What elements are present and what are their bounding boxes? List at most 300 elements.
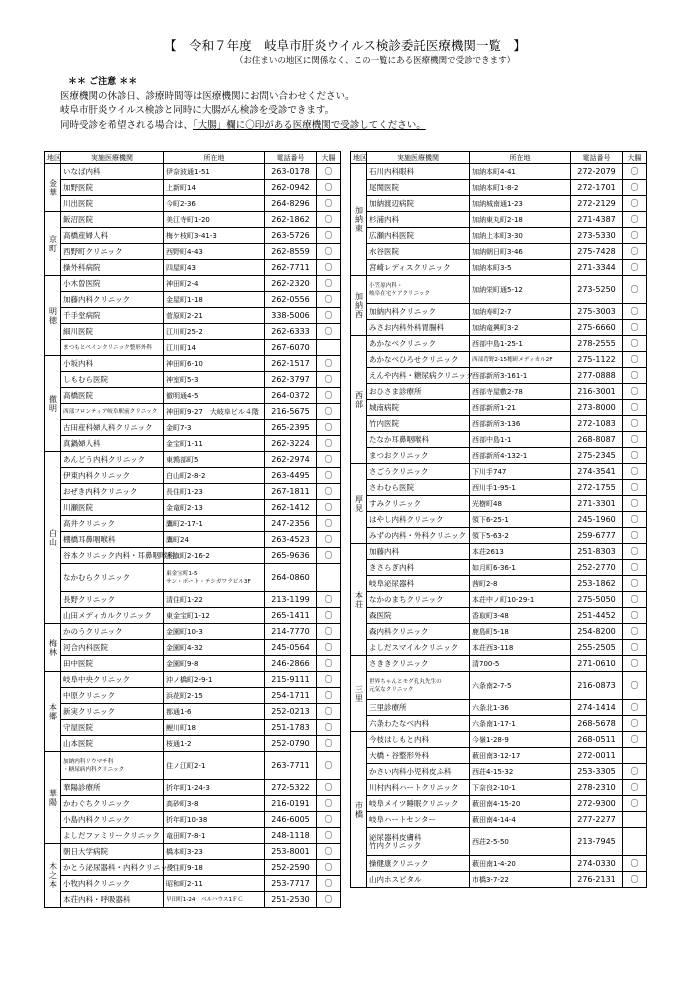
right-table bbox=[350, 151, 647, 888]
address: 西野町4-43 bbox=[164, 244, 265, 260]
address: 香取町3-48 bbox=[470, 608, 571, 624]
facility-name: よしだファミリークリニック bbox=[61, 828, 164, 844]
colon-mark: 〇 bbox=[317, 796, 341, 812]
phone-number: 264-0860 bbox=[265, 564, 317, 592]
table-row bbox=[351, 276, 647, 304]
table-row bbox=[351, 448, 647, 464]
facility-name bbox=[61, 752, 164, 780]
facility-name: かのうクリニック bbox=[61, 624, 164, 640]
phone-number: 275-2345 bbox=[571, 448, 623, 464]
table-row bbox=[45, 228, 341, 244]
table-row bbox=[351, 416, 647, 432]
colon-mark: 〇 bbox=[317, 720, 341, 736]
district-cell: 徹明 bbox=[45, 356, 61, 452]
phone-number: 262-1862 bbox=[265, 212, 317, 228]
colon-mark: 〇 bbox=[317, 196, 341, 212]
address: 西部新所3-136 bbox=[470, 416, 571, 432]
colon-mark: 〇 bbox=[623, 764, 647, 780]
table-row bbox=[351, 640, 647, 656]
phone-number: 246-6005 bbox=[265, 812, 317, 828]
colon-mark: 〇 bbox=[317, 212, 341, 228]
address: 加納栄町通5-12 bbox=[470, 276, 571, 304]
facility-name: 加野医院 bbox=[61, 180, 164, 196]
facility-name: 加納内科クリニック bbox=[367, 304, 470, 320]
facility-name bbox=[367, 672, 470, 700]
address: 都通1-6 bbox=[164, 704, 265, 720]
facility-name: 川瀬医院 bbox=[61, 500, 164, 516]
header-address: 所在地 bbox=[164, 152, 265, 164]
address: 西荘4-15-32 bbox=[470, 764, 571, 780]
table-row bbox=[351, 780, 647, 796]
phone-number: 272-1755 bbox=[571, 480, 623, 496]
colon-mark: 〇 bbox=[623, 196, 647, 212]
phone-number: 254-8200 bbox=[571, 624, 623, 640]
phone-number: 247-2356 bbox=[265, 516, 317, 532]
table-row bbox=[351, 828, 647, 856]
address: 浜花町2-15 bbox=[164, 688, 265, 704]
address: 加納寿町2-7 bbox=[470, 304, 571, 320]
phone-number: 262-0556 bbox=[265, 292, 317, 308]
district-cell: 木之本 bbox=[45, 844, 61, 908]
table-row bbox=[45, 892, 341, 908]
table-row bbox=[351, 244, 647, 260]
colon-mark: 〇 bbox=[317, 592, 341, 608]
phone-number: 268-5678 bbox=[571, 716, 623, 732]
table-row bbox=[351, 384, 647, 400]
phone-number: 273-5250 bbox=[571, 276, 623, 304]
facility-name-line: 岐阜在宅ケアクリニック bbox=[369, 290, 431, 297]
district-cell: 京町 bbox=[45, 212, 61, 276]
phone-number: 251-2530 bbox=[265, 892, 317, 908]
facility-name-line: 竹内クリニック bbox=[369, 840, 422, 850]
facility-name: 小牧内科クリニック bbox=[61, 876, 164, 892]
table-row bbox=[45, 340, 341, 356]
page-title: 【 令和７年度 岐阜市肝炎ウイルス検診委託医療機関一覧 】 bbox=[164, 38, 526, 53]
facility-name: さごうクリニック bbox=[367, 464, 470, 480]
colon-mark: 〇 bbox=[317, 388, 341, 404]
facility-name-line: 加納内科リウマチ科 bbox=[63, 758, 114, 765]
colon-mark: 〇 bbox=[317, 516, 341, 532]
colon-mark bbox=[623, 748, 647, 764]
phone-number: 272-2079 bbox=[571, 164, 623, 180]
colon-mark: 〇 bbox=[317, 404, 341, 420]
facility-name: 加藤内科クリニック bbox=[61, 292, 164, 308]
table-row bbox=[45, 608, 341, 624]
facility-name: かわぐちクリニック bbox=[61, 796, 164, 812]
colon-mark: 〇 bbox=[623, 496, 647, 512]
table-row bbox=[45, 404, 341, 420]
table-row bbox=[45, 516, 341, 532]
table-row bbox=[351, 368, 647, 384]
colon-mark: 〇 bbox=[623, 672, 647, 700]
facility-name: なかのまちクリニック bbox=[367, 592, 470, 608]
facility-name: 中原クリニック bbox=[61, 688, 164, 704]
facility-name: 水谷医院 bbox=[367, 244, 470, 260]
address: 東鶉部町5 bbox=[164, 452, 265, 468]
colon-mark: 〇 bbox=[623, 872, 647, 888]
facility-name: みずの内科・外科クリニック bbox=[367, 528, 470, 544]
facility-name: かさい内科小児科皮ふ科 bbox=[367, 764, 470, 780]
address: 清700-5 bbox=[470, 656, 571, 672]
facility-name: 伊東内科クリニック bbox=[61, 468, 164, 484]
table-row bbox=[351, 196, 647, 212]
colon-mark: 〇 bbox=[317, 844, 341, 860]
phone-number: 268-8087 bbox=[571, 432, 623, 448]
phone-number: 216-5675 bbox=[265, 404, 317, 420]
facility-name: みさお内科外科胃腸科 bbox=[367, 320, 470, 336]
facility-name: 加納渡辺病院 bbox=[367, 196, 470, 212]
address: 本荘2613 bbox=[470, 544, 571, 560]
table-row bbox=[45, 388, 341, 404]
table-row bbox=[45, 260, 341, 276]
table-row bbox=[45, 752, 341, 780]
address: 六条南1-17-1 bbox=[470, 716, 571, 732]
facility-name: 朝日大学病院 bbox=[61, 844, 164, 860]
address: 神田町9-27 大岐阜ビル４階 bbox=[164, 404, 265, 420]
colon-mark: 〇 bbox=[623, 464, 647, 480]
colon-mark: 〇 bbox=[317, 164, 341, 180]
facility-name: すみクリニック bbox=[367, 496, 470, 512]
phone-number: 262-2974 bbox=[265, 452, 317, 468]
facility-name: はやし内科クリニック bbox=[367, 512, 470, 528]
phone-number: 216-0191 bbox=[265, 796, 317, 812]
header-address: 所在地 bbox=[470, 152, 571, 164]
address: 金屋町1-18 bbox=[164, 292, 265, 308]
table-row bbox=[45, 436, 341, 452]
table-row bbox=[351, 528, 647, 544]
colon-mark: 〇 bbox=[623, 480, 647, 496]
facility-name-line: ・糖尿病内科クリニック bbox=[63, 766, 125, 773]
address: 加納本町1-8-2 bbox=[470, 180, 571, 196]
facility-name: おひさま診療所 bbox=[367, 384, 470, 400]
facility-name: 城南病院 bbox=[367, 400, 470, 416]
phone-number: 338-5006 bbox=[265, 308, 317, 324]
colon-mark: 〇 bbox=[623, 180, 647, 196]
header-row bbox=[351, 152, 647, 164]
facility-name: しもむら医院 bbox=[61, 372, 164, 388]
phone-number: 275-3003 bbox=[571, 304, 623, 320]
phone-number: 253-8001 bbox=[265, 844, 317, 860]
phone-number: 262-1517 bbox=[265, 356, 317, 372]
table-row bbox=[45, 672, 341, 688]
facility-name: 守屋医院 bbox=[61, 720, 164, 736]
colon-mark: 〇 bbox=[317, 260, 341, 276]
facility-name: えんや内科・糖尿病クリニック bbox=[367, 368, 470, 384]
colon-mark: 〇 bbox=[623, 544, 647, 560]
colon-mark: 〇 bbox=[317, 548, 341, 564]
notes-line-2: 岐阜市肝炎ウイルス検診と同時に大腸がん検診を受診できます。 bbox=[60, 105, 335, 116]
colon-mark: 〇 bbox=[317, 624, 341, 640]
phone-number: 255-2505 bbox=[571, 640, 623, 656]
table-row bbox=[45, 244, 341, 260]
phone-number: 271-3301 bbox=[571, 496, 623, 512]
table-row bbox=[45, 196, 341, 212]
phone-number: 272-1701 bbox=[571, 180, 623, 196]
facility-name: 新実クリニック bbox=[61, 704, 164, 720]
table-row bbox=[45, 292, 341, 308]
colon-mark: 〇 bbox=[317, 324, 341, 340]
address: 西川手1-95-1 bbox=[470, 480, 571, 496]
table-row bbox=[45, 720, 341, 736]
table-row bbox=[351, 856, 647, 872]
table-row bbox=[45, 532, 341, 548]
district-cell: 厚見 bbox=[351, 464, 367, 544]
address: 白山町2-8-2 bbox=[164, 468, 265, 484]
table-row bbox=[45, 780, 341, 796]
facility-name: 六条わたなべ内科 bbox=[367, 716, 470, 732]
address: 西部寺屋敷2-78 bbox=[470, 384, 571, 400]
facility-name-line: 世界ちゃんとモグ孔丸先生の bbox=[369, 678, 442, 685]
phone-number: 251-1783 bbox=[265, 720, 317, 736]
colon-mark: 〇 bbox=[623, 624, 647, 640]
address: 菅原町2-21 bbox=[164, 308, 265, 324]
colon-mark: 〇 bbox=[317, 308, 341, 324]
address: 金町7-3 bbox=[164, 420, 265, 436]
phone-number: 262-6333 bbox=[265, 324, 317, 340]
colon-mark: 〇 bbox=[623, 336, 647, 352]
table-row bbox=[45, 308, 341, 324]
table-row bbox=[351, 624, 647, 640]
table-row bbox=[45, 860, 341, 876]
address: 鹿島町5-18 bbox=[470, 624, 571, 640]
district-cell: 西部 bbox=[351, 336, 367, 464]
address: 西部新所1-21 bbox=[470, 400, 571, 416]
colon-mark bbox=[623, 828, 647, 856]
address: 金園町4-32 bbox=[164, 640, 265, 656]
district-cell: 加納東 bbox=[351, 164, 367, 276]
phone-number: 216-3001 bbox=[571, 384, 623, 400]
colon-mark bbox=[623, 812, 647, 828]
phone-number: 275-7428 bbox=[571, 244, 623, 260]
facility-name bbox=[367, 828, 470, 856]
facility-name: 細川医院 bbox=[61, 324, 164, 340]
facility-name: まつおクリニック bbox=[367, 448, 470, 464]
address: 薮田南4-14-4 bbox=[470, 812, 571, 828]
notes-heading: ＊＊ ご注意 ＊＊ bbox=[68, 77, 138, 87]
facility-name: 操外科病院 bbox=[61, 260, 164, 276]
phone-number: 265-9636 bbox=[265, 548, 317, 564]
facility-name: 棚橋耳鼻咽喉科 bbox=[61, 532, 164, 548]
table-row bbox=[351, 700, 647, 716]
facility-name: おぜき内科クリニック bbox=[61, 484, 164, 500]
colon-mark: 〇 bbox=[623, 260, 647, 276]
colon-mark: 〇 bbox=[623, 716, 647, 732]
facility-name: かとう泌尿器科・内科クリニック bbox=[61, 860, 164, 876]
address: 茜町2-8 bbox=[470, 576, 571, 592]
table-row bbox=[351, 764, 647, 780]
phone-number: 262-0942 bbox=[265, 180, 317, 196]
table-row bbox=[45, 484, 341, 500]
table-row bbox=[351, 716, 647, 732]
facility-name: 谷本クリニック内科・耳鼻咽喉科 bbox=[61, 548, 164, 564]
phone-number: 251-4452 bbox=[571, 608, 623, 624]
address: 如月町6-36-1 bbox=[470, 560, 571, 576]
facility-name: 小木曽医院 bbox=[61, 276, 164, 292]
address: 美江寺町1-20 bbox=[164, 212, 265, 228]
address bbox=[164, 564, 265, 592]
facility-name: 長野クリニック bbox=[61, 592, 164, 608]
table-row bbox=[351, 796, 647, 812]
colon-mark: 〇 bbox=[623, 352, 647, 368]
colon-mark: 〇 bbox=[623, 512, 647, 528]
table-row bbox=[45, 624, 341, 640]
facility-name: 西野町クリニック bbox=[61, 244, 164, 260]
phone-number: 277-2277 bbox=[571, 812, 623, 828]
district-cell: 白山 bbox=[45, 452, 61, 624]
address: 加納城南通1-23 bbox=[470, 196, 571, 212]
facility-name: 古田産科婦人科クリニック bbox=[61, 420, 164, 436]
address: 加納東丸町2-18 bbox=[470, 212, 571, 228]
address: 江川町14 bbox=[164, 340, 265, 356]
address: 神田町6-10 bbox=[164, 356, 265, 372]
facility-name: 岐阜メイツ睡眠クリニック bbox=[367, 796, 470, 812]
phone-number: 267-6070 bbox=[265, 340, 317, 356]
table-row bbox=[351, 496, 647, 512]
address: 橋本町3-23 bbox=[164, 844, 265, 860]
table-row bbox=[351, 212, 647, 228]
header-district: 地区 bbox=[351, 152, 367, 164]
facility-name: 大橋・谷整形外科 bbox=[367, 748, 470, 764]
phone-number: 275-1122 bbox=[571, 352, 623, 368]
address: 鷹町24 bbox=[164, 532, 265, 548]
colon-mark: 〇 bbox=[623, 448, 647, 464]
phone-number: 246-2866 bbox=[265, 656, 317, 672]
colon-mark: 〇 bbox=[623, 576, 647, 592]
phone-number: 275-6660 bbox=[571, 320, 623, 336]
table-row bbox=[45, 164, 341, 180]
phone-number: 245-0564 bbox=[265, 640, 317, 656]
table-row bbox=[351, 400, 647, 416]
header-name: 実施医療機関 bbox=[61, 152, 164, 164]
facility-name: 岐阜泌尿器科 bbox=[367, 576, 470, 592]
colon-mark: 〇 bbox=[623, 780, 647, 796]
address: 住ノ江町2-1 bbox=[164, 752, 265, 780]
address: 長住町1-23 bbox=[164, 484, 265, 500]
table-row bbox=[351, 812, 647, 828]
address: 高砂町3-8 bbox=[164, 796, 265, 812]
address: 西荘2-5-50 bbox=[470, 828, 571, 856]
phone-number: 253-3305 bbox=[571, 764, 623, 780]
address: 鷹町2-17-1 bbox=[164, 516, 265, 532]
address: 四屋町43 bbox=[164, 260, 265, 276]
phone-number: 251-8303 bbox=[571, 544, 623, 560]
phone-number: 215-9111 bbox=[265, 672, 317, 688]
facility-name: 石川内科眼科 bbox=[367, 164, 470, 180]
colon-mark: 〇 bbox=[317, 656, 341, 672]
colon-mark: 〇 bbox=[317, 752, 341, 780]
facility-name: 千手堂病院 bbox=[61, 308, 164, 324]
address: 西部中島1-1 bbox=[470, 432, 571, 448]
facility-name: 尾関医院 bbox=[367, 180, 470, 196]
phone-number: 272-9300 bbox=[571, 796, 623, 812]
table-row bbox=[45, 656, 341, 672]
address: 領下6-25-1 bbox=[470, 512, 571, 528]
facility-name: 山田メディカルクリニック bbox=[61, 608, 164, 624]
colon-mark: 〇 bbox=[623, 400, 647, 416]
table-row bbox=[351, 748, 647, 764]
colon-mark: 〇 bbox=[317, 736, 341, 752]
facility-name: 田中医院 bbox=[61, 656, 164, 672]
address: 本荘西3-118 bbox=[470, 640, 571, 656]
phone-number: 274-1414 bbox=[571, 700, 623, 716]
facility-name: 本荘内科・呼吸器科 bbox=[61, 892, 164, 908]
address: 東金宝町1-12 bbox=[164, 608, 265, 624]
colon-mark: 〇 bbox=[623, 560, 647, 576]
facility-name: 岐阜ハートセンター bbox=[367, 812, 470, 828]
district-cell: 加納西 bbox=[351, 276, 367, 336]
facility-name: 森内科クリニック bbox=[367, 624, 470, 640]
colon-mark: 〇 bbox=[623, 416, 647, 432]
facility-name: 杉浦内科 bbox=[367, 212, 470, 228]
colon-mark: 〇 bbox=[317, 500, 341, 516]
phone-number: 274-3541 bbox=[571, 464, 623, 480]
colon-mark: 〇 bbox=[623, 276, 647, 304]
phone-number: 278-2555 bbox=[571, 336, 623, 352]
colon-mark: 〇 bbox=[317, 892, 341, 908]
facility-name: 操健康クリニック bbox=[367, 856, 470, 872]
phone-number: 272-1083 bbox=[571, 416, 623, 432]
phone-number: 262-8559 bbox=[265, 244, 317, 260]
table-row bbox=[45, 452, 341, 468]
phone-number: 271-3344 bbox=[571, 260, 623, 276]
facility-name: あかなべクリニック bbox=[367, 336, 470, 352]
colon-mark: 〇 bbox=[317, 356, 341, 372]
address: 西部菅野2-15穂研メディカル2F bbox=[470, 352, 571, 368]
header-district: 地区 bbox=[45, 152, 61, 164]
table-row bbox=[45, 356, 341, 372]
phone-number: 262-2320 bbox=[265, 276, 317, 292]
phone-number: 278-2310 bbox=[571, 780, 623, 796]
notes-line-3b: 「大腸」欄に〇印がある医療機関で受診してください。 bbox=[193, 119, 426, 131]
table-row bbox=[45, 180, 341, 196]
colon-mark: 〇 bbox=[317, 780, 341, 796]
address: 今町2-36 bbox=[164, 196, 265, 212]
address: 金園町10-3 bbox=[164, 624, 265, 640]
address: 長旗町2-16-2 bbox=[164, 548, 265, 564]
header-name: 実施医療機関 bbox=[367, 152, 470, 164]
phone-number: 272-2129 bbox=[571, 196, 623, 212]
colon-mark: 〇 bbox=[623, 164, 647, 180]
phone-number: 248-1118 bbox=[265, 828, 317, 844]
table-row bbox=[351, 544, 647, 560]
facility-name-line: 元気なクリニック bbox=[369, 686, 414, 693]
address: 六条南2-7-5 bbox=[470, 672, 571, 700]
table-row bbox=[45, 276, 341, 292]
address: 桜通1-2 bbox=[164, 736, 265, 752]
colon-mark: 〇 bbox=[317, 420, 341, 436]
colon-mark bbox=[317, 564, 341, 592]
facility-name: 高井クリニック bbox=[61, 516, 164, 532]
facility-name: あかなべひろせクリニック bbox=[367, 352, 470, 368]
facility-name: 竹内医院 bbox=[367, 416, 470, 432]
facility-name: 高橋産婦人科 bbox=[61, 228, 164, 244]
phone-number: 262-3797 bbox=[265, 372, 317, 388]
phone-number: 272-5322 bbox=[265, 780, 317, 796]
table-row bbox=[351, 592, 647, 608]
address: 伊奈波通1-51 bbox=[164, 164, 265, 180]
address: 金園町9-8 bbox=[164, 656, 265, 672]
address: 西部新所3-161-1 bbox=[470, 368, 571, 384]
facility-name: 小島内科クリニック bbox=[61, 812, 164, 828]
address: 上新町14 bbox=[164, 180, 265, 196]
notes-line-3 bbox=[60, 119, 426, 134]
table-row bbox=[45, 736, 341, 752]
colon-mark: 〇 bbox=[623, 212, 647, 228]
phone-number: 273-5330 bbox=[571, 228, 623, 244]
colon-mark: 〇 bbox=[317, 828, 341, 844]
table-row bbox=[45, 876, 341, 892]
phone-number: 216-0873 bbox=[571, 672, 623, 700]
